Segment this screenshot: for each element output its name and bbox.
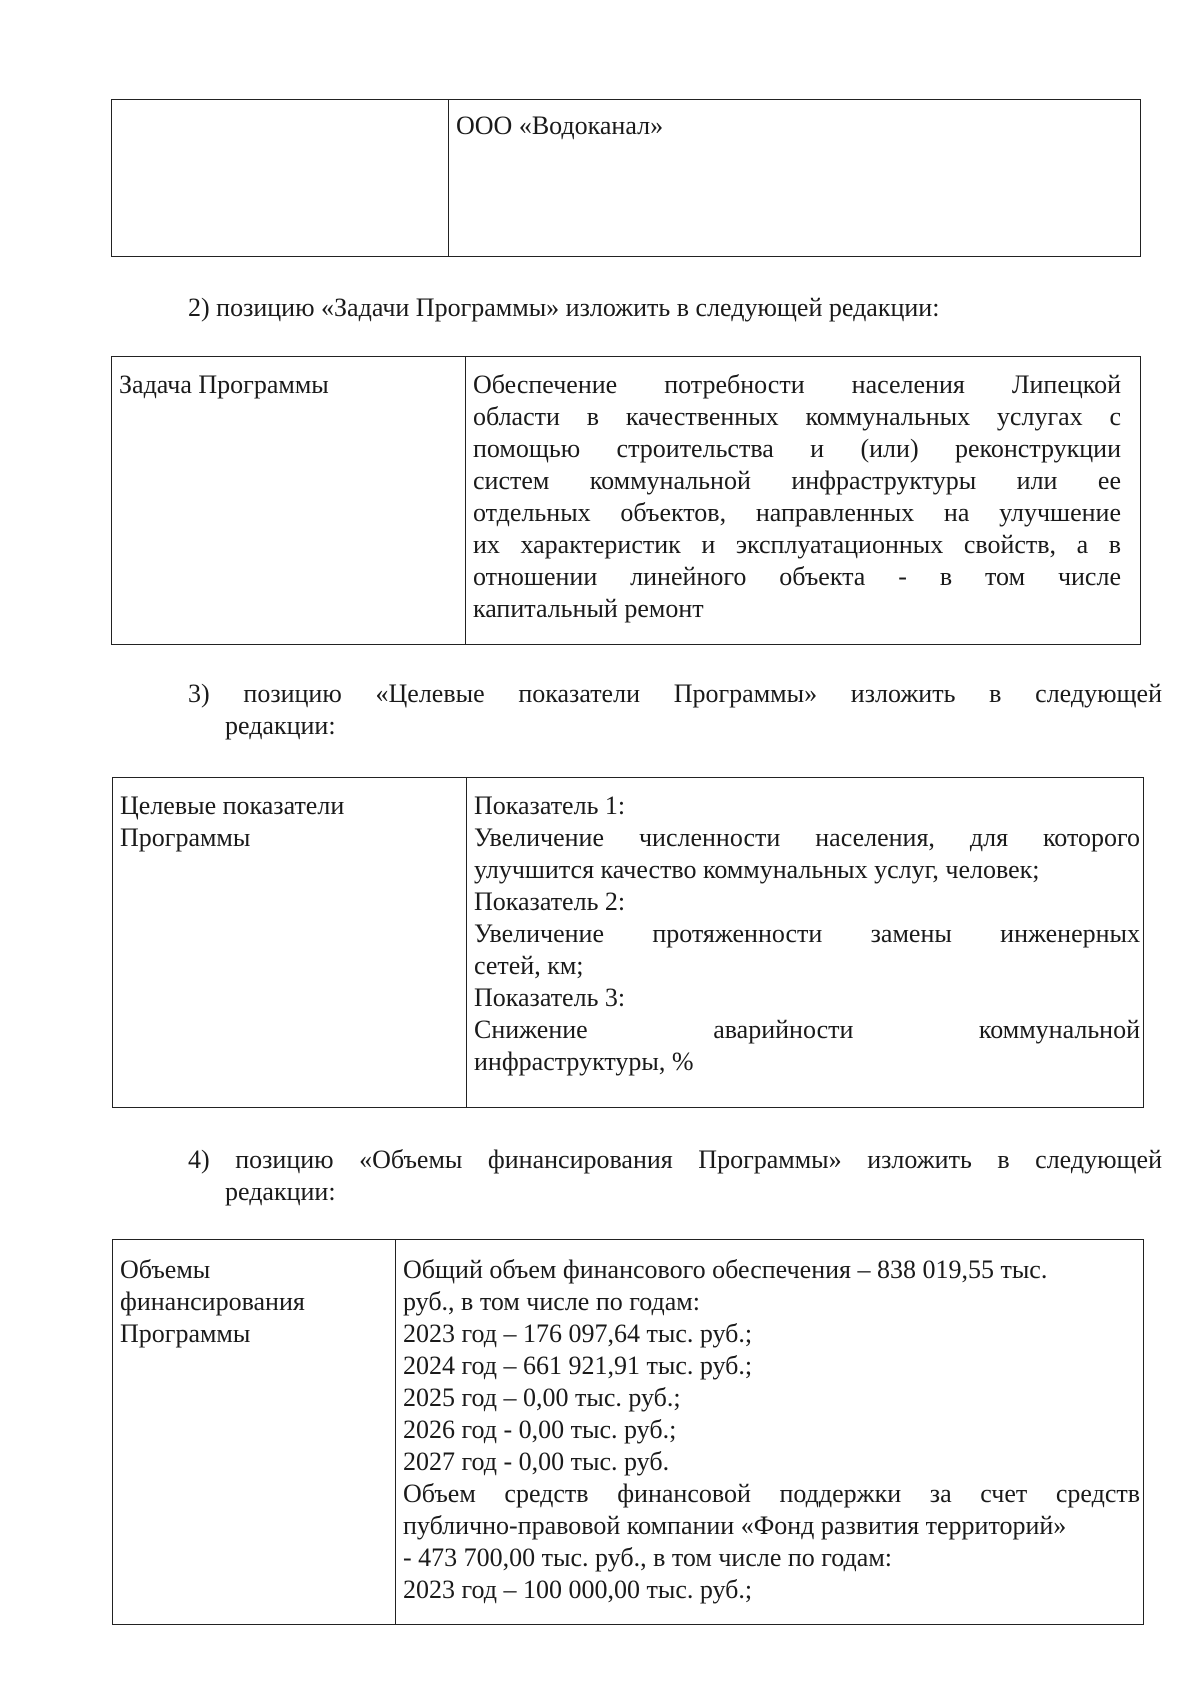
financing-line: 2024 год – 661 921,91 тыс. руб.; — [403, 1351, 753, 1380]
indicator-text: Снижение аварийности коммунальной — [474, 1015, 1140, 1044]
item-text-continued: редакции: — [225, 1177, 336, 1206]
task-line: капитальный ремонт — [473, 594, 704, 623]
financing-line: публично-правовой компании «Фонд развития территорий» — [403, 1511, 1067, 1540]
indicator-title: Показатель 1: — [474, 791, 626, 820]
task-line: области в качественных коммунальных услугах с — [473, 402, 1121, 431]
table-cell-left — [119, 369, 449, 401]
financing-line: 2023 год – 176 097,64 тыс. руб.; — [403, 1319, 753, 1348]
row-label: финансирования — [120, 1287, 305, 1316]
row-label: Целевые показатели — [120, 791, 345, 820]
indicator-text: инфраструктуры, % — [474, 1047, 694, 1076]
financing-line: - 473 700,00 тыс. руб., в том числе по годам: — [403, 1543, 892, 1572]
table-cell-left — [120, 1254, 380, 1350]
indicator-title: Показатель 3: — [474, 983, 626, 1012]
indicator-text: Увеличение численности населения, для которого — [474, 823, 1140, 852]
indicator-text: улучшится качество коммунальных услуг, человек; — [474, 855, 1040, 884]
table-indicators — [112, 777, 1144, 1108]
task-line: систем коммунальной инфраструктуры или ее — [473, 466, 1121, 495]
item-4-paragraph — [188, 1144, 1162, 1208]
row-label: Объемы — [120, 1255, 211, 1284]
operator-name: ООО «Водоканал» — [456, 111, 664, 140]
table-operator — [111, 99, 1141, 257]
indicator-title: Показатель 2: — [474, 887, 626, 916]
financing-line: Объем средств финансовой поддержки за счет средств — [403, 1479, 1140, 1508]
table-cell-left — [120, 790, 450, 854]
table-divider — [466, 778, 467, 1107]
item-text-continued: редакции: — [225, 711, 336, 740]
task-line: помощью строительства и (или) реконструкции — [473, 434, 1121, 463]
financing-line: руб., в том числе по годам: — [403, 1287, 700, 1316]
task-line: их характеристик и эксплуатационных свойств, а в — [473, 530, 1121, 559]
financing-line: 2025 год – 0,00 тыс. руб.; — [403, 1383, 681, 1412]
item-number: 4) — [188, 1145, 210, 1174]
table-tasks — [111, 356, 1141, 645]
item-text: позицию «Объемы финансирования Программы» изложить в следующей — [235, 1145, 1162, 1174]
task-line: отношении линейного объекта - в том числе — [473, 562, 1121, 591]
financing-line: Общий объем финансового обеспечения – 838 019,55 тыс. — [403, 1255, 1048, 1284]
financing-line: 2027 год - 0,00 тыс. руб. — [403, 1447, 670, 1476]
item-text: позицию «Целевые показатели Программы» изложить в следующей — [243, 679, 1163, 708]
row-label: Программы — [120, 823, 251, 852]
table-cell-right — [474, 790, 1140, 1078]
item-3-paragraph — [188, 678, 1162, 742]
indicator-text: сетей, км; — [474, 951, 584, 980]
financing-line: 2023 год – 100 000,00 тыс. руб.; — [403, 1575, 753, 1604]
item-number: 2) — [188, 293, 210, 322]
task-line: отдельных объектов, направленных на улучшение — [473, 498, 1121, 527]
table-cell-right — [456, 110, 1126, 142]
item-text: позицию «Задачи Программы» изложить в следующей редакции: — [216, 293, 940, 322]
financing-line: 2026 год - 0,00 тыс. руб.; — [403, 1415, 677, 1444]
row-label: Программы — [120, 1319, 251, 1348]
row-label: Задача Программы — [119, 370, 329, 399]
table-divider — [395, 1240, 396, 1624]
task-line: Обеспечение потребности населения Липецкой — [473, 370, 1121, 399]
table-divider — [448, 100, 449, 256]
item-2-paragraph — [188, 292, 1162, 324]
table-divider — [465, 357, 466, 644]
table-cell-right — [473, 369, 1121, 625]
table-cell-right — [403, 1254, 1140, 1606]
indicator-text: Увеличение протяженности замены инженерных — [474, 919, 1140, 948]
item-number: 3) — [188, 679, 210, 708]
table-financing — [112, 1239, 1144, 1625]
